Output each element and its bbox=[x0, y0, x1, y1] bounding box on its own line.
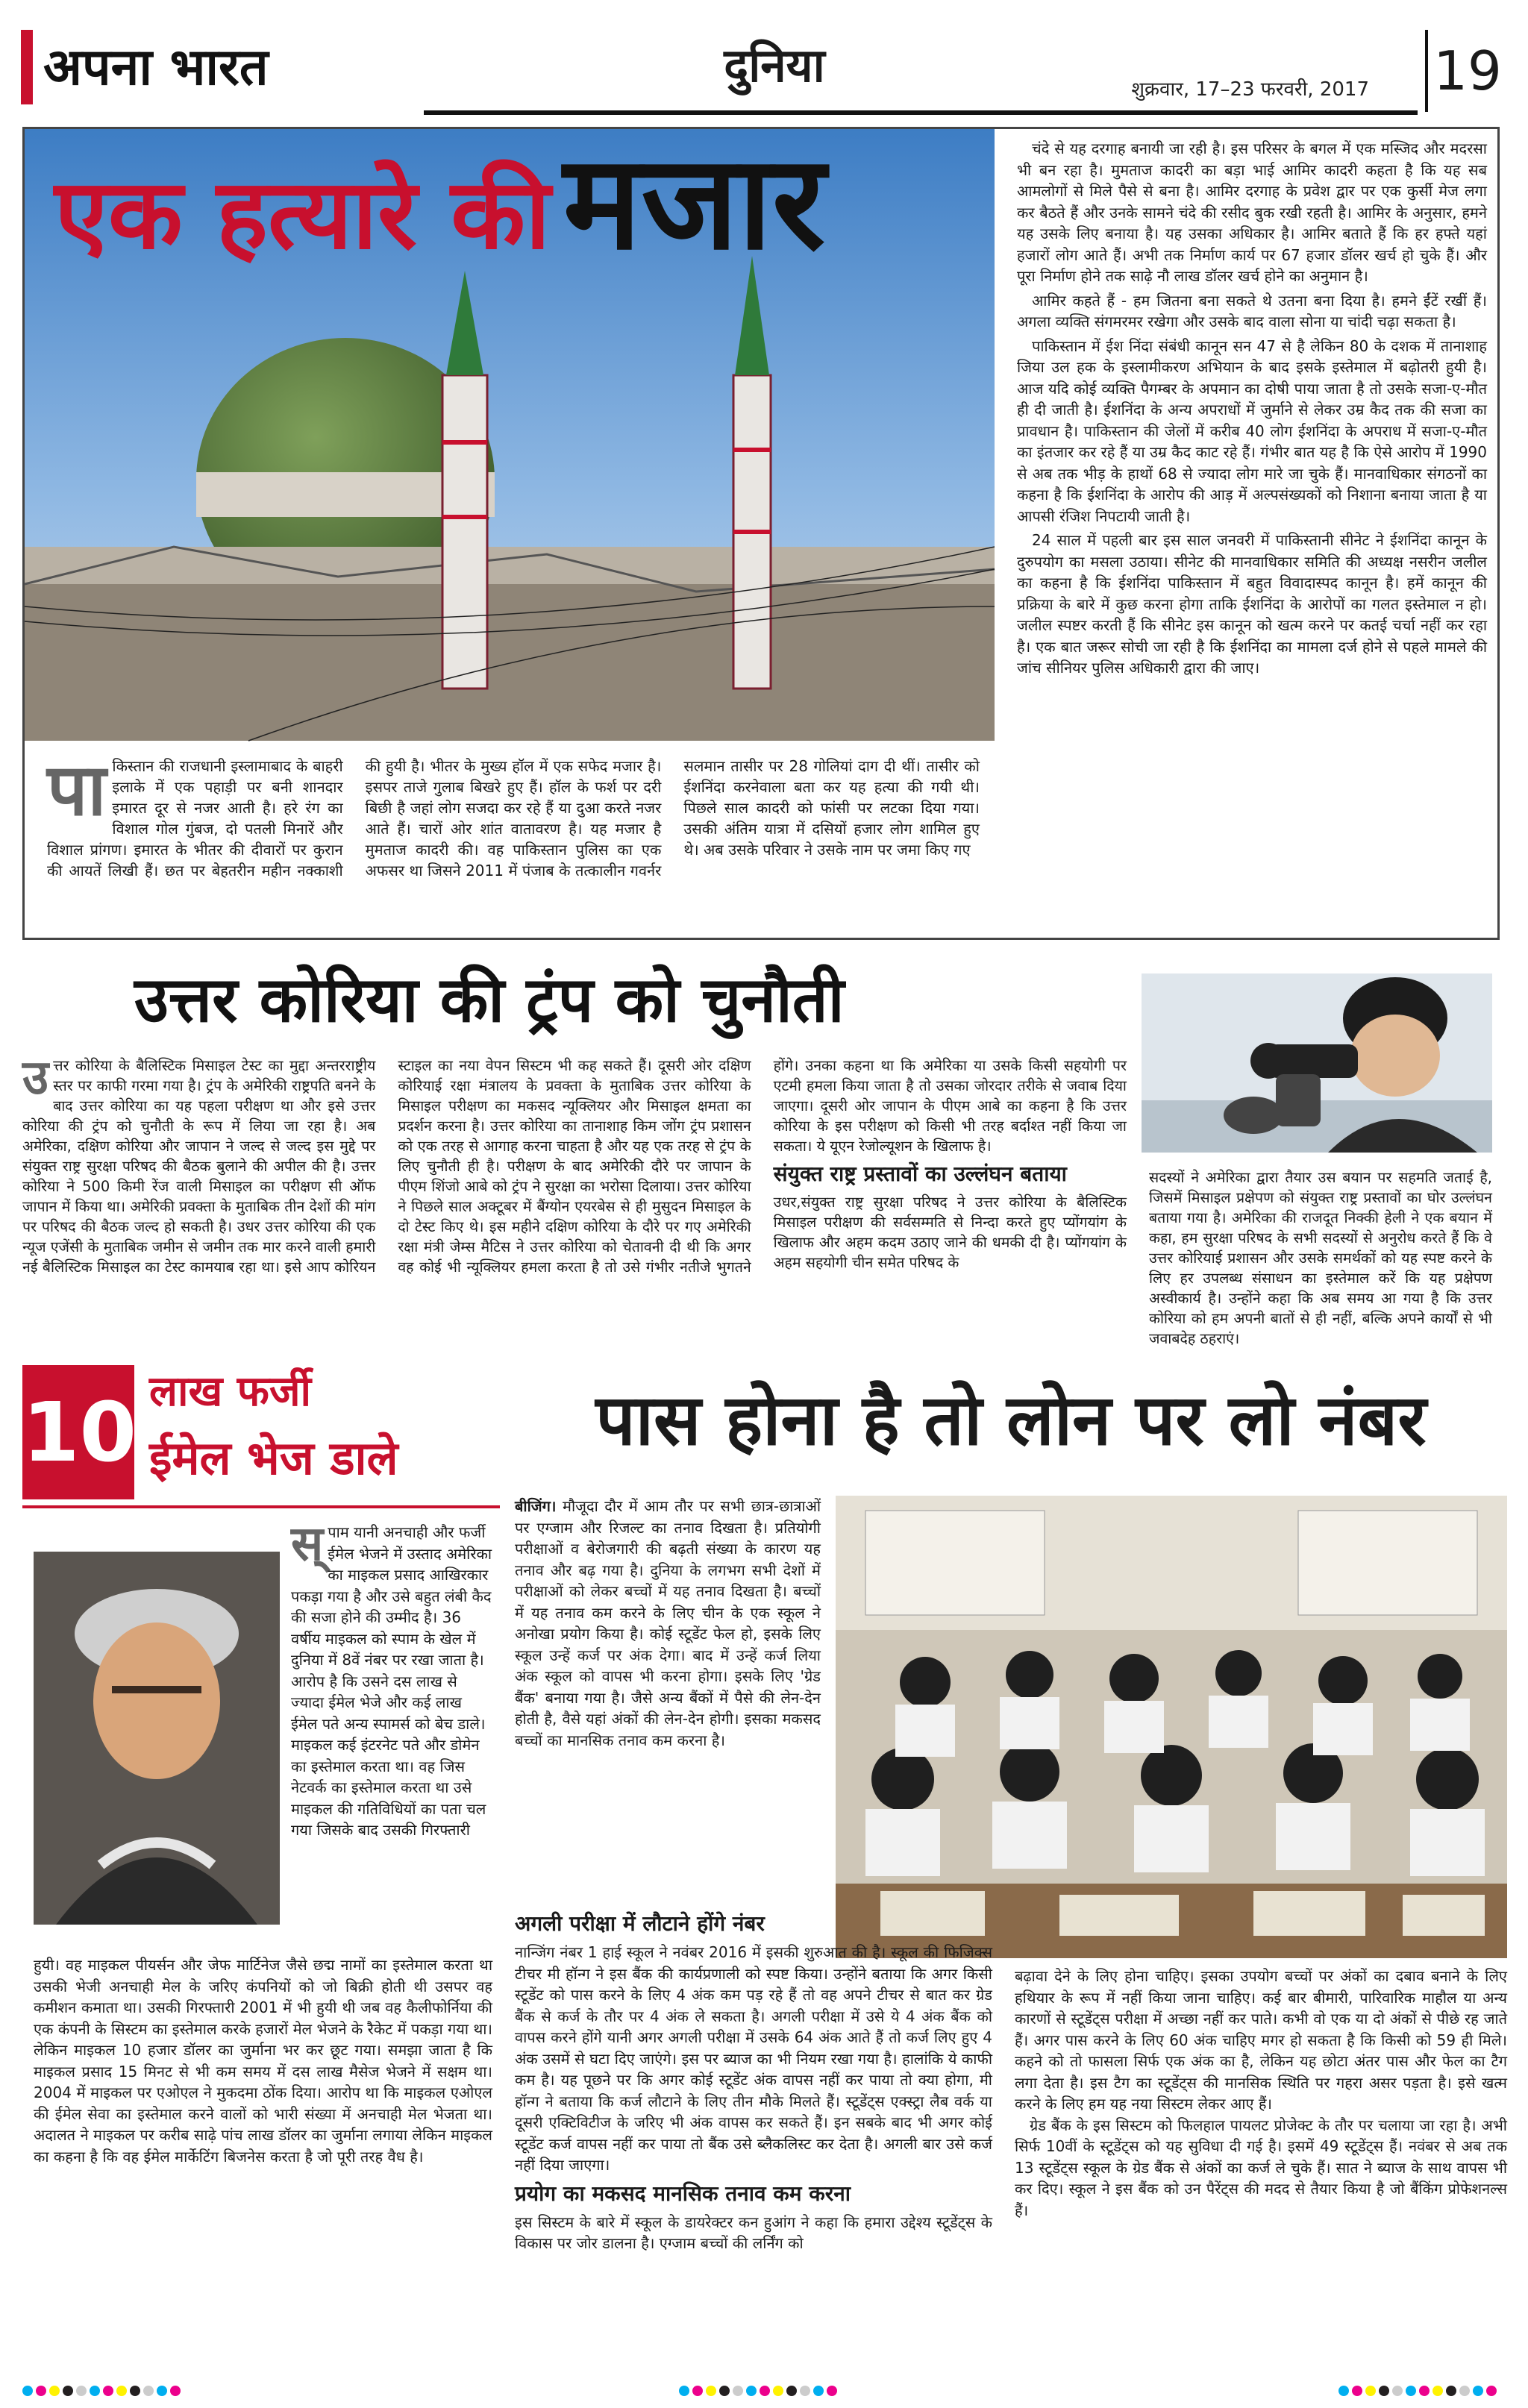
kim-binoculars-photo bbox=[1142, 973, 1492, 1153]
registration-dot bbox=[63, 2386, 73, 2396]
story-header bbox=[22, 1350, 500, 1507]
registration-dot bbox=[1446, 2386, 1456, 2396]
body-text: बढ़ावा देने के लिए होना चाहिए। इसका उपयोग बच्चों पर अंकों का दबाव बनाने के लिए हथियार के रूप में नहीं किया जाना चाहिए। कई बार बीमारी, पारिवारिक माहौल या अन्य कारणों से स्टूडेंट्स परीक्षा में अच्छा नहीं कर पाते। कभी वो एक या दो अंकों से पीछे रह जाते हैं। अगर पास करने के लिए 60 अंक चाहिए मगर हो सकता है कि किसी को 59 ही मिले। कहने को तो फासला सिर्फ एक अंक का है, लेकिन यह छोटा अंतर पास और फेल का टैग लगा देता है। इस टैग का स्टूडेंट्स की मानसिक स्थिति पर गहरा असर पड़ता है। इसे खत्म करने के लिए हम यह नया सिस्टम लेकर आए हैं। bbox=[1015, 1967, 1507, 2113]
registration-dot bbox=[143, 2386, 154, 2396]
story-side-column bbox=[1017, 138, 1487, 936]
paragraph: 24 साल में पहली बार इस साल जनवरी में पाकिस्तानी सीनेट ने ईशनिंदा कानून के दुरुपयोग का मसला उठाया। सीनेट की मानवाधिकार समिति की अध्यक्ष नसरीन जलील का कहना है कि ईशनिंदा पाकिस्तान में बहुत विवादास्पद कानून है। हमें कानून की प्रक्रिया के बारे में कुछ करना होगा ताकि ईशनिंदा के आरोपों का गलत इस्तेमाल न हो। जलील स्पष्टर करती हैं कि सीनेट इस कानून को खत्म करने पर कतई चर्चा नहीं कर रहा है। एक बात जरूर सोची जा रही है कि ईशनिंदा का मामला दर्ज होने से पहले मामले की जांच सीनियर पुलिस अधिकारी द्वारा की जाए। bbox=[1017, 531, 1487, 677]
registration-dot bbox=[1473, 2386, 1483, 2396]
registration-dot bbox=[786, 2386, 797, 2396]
body-text: मौजूदा दौर में आम तौर पर सभी छात्र-छात्राओं पर एग्जाम और रिजल्ट का तनाव दिखता है। प्रतियोगी परीक्षाओं व बेरोजगारी की बढ़ती संख्या के कारण यह तनाव और बढ़ गया है। दुनिया के लगभग सभी देशों में परीक्षाओं को लेकर बच्चों में यह तनाव दिखता है। बच्चों में यह तनाव कम करने के लिए चीन के एक स्कूल ने अनोखा प्रयोग किया है। कोई स्टूडेंट फेल हो, इसके लिए स्कूल उन्हें कर्ज पर अंक देगा। बाद में उन्हें कर्ज लिया अंक स्कूल को वापस भी करना होगा। इसके लिए 'ग्रेड बैंक' बनाया गया है। जैसे अन्य बैंकों में पैसे की लेन-देन होती है, वैसे यहां अंकों की लेन-देन होगी। इसका मकसद बच्चों का मानसिक तनाव कम करना है। bbox=[515, 1497, 821, 1749]
registration-dot bbox=[1392, 2386, 1403, 2396]
classroom-illustration bbox=[836, 1496, 1507, 1958]
registration-dot bbox=[1406, 2386, 1416, 2396]
registration-dot bbox=[800, 2386, 810, 2396]
story-mazar bbox=[22, 127, 1500, 940]
portrait-illustration bbox=[1142, 973, 1492, 1153]
registration-dot bbox=[1486, 2386, 1497, 2396]
story-column-1 bbox=[515, 1496, 821, 1899]
story-side-column bbox=[1149, 1167, 1492, 1347]
paragraph: पाकिस्तान में ईश निंदा संबंधी कानून सन 47 से है लेकिन 80 के दशक में तानाशाह जिया उल हक के इस्लामीकरण अभियान के बाद इसके इस्तेमाल में बढ़ोतरी हुयी है। आज यदि कोई व्यक्ति पैगम्बर के अपमान का दोषी पाया जाता है तो उसके सजा-ए-मौत ही दी जाती है। ईशनिंदा के अन्य अपराधों में जुर्माने से लेकर उम्र कैद तक की सजा का प्रावधान है। पाकिस्तान की जेलों में करीब 40 लोग ईशनिंदा के अपराध में सजा-ए-मौत का इंतजार कर रहे हैं या उम्र कैद काट रहे हैं। गंभीर बात यह है कि ऐसे आरोप में 1990 से अब तक भीड़ के हाथों 68 से ज्यादा लोग मारे जा चुके हैं। मानवाधिकार संगठनों का कहना है कि ईशनिंदा के आरोप की आड़ में अल्पसंख्यकों को निशाना बनाया जाता है या आपसी रंजिश निपटायी जाती है। bbox=[1017, 336, 1487, 525]
dropcap: उ bbox=[22, 1050, 49, 1106]
registration-dot bbox=[76, 2386, 87, 2396]
body-text: पाम यानी अनचाही और फर्जी ईमेल भेजने में उस्ताद अमेरिका का माइकल प्रसाद आखिरकार पकड़ा गया है और उसे बहुत लंबी कैद की सजा होने की उम्मीद है। 36 वर्षीय माइकल को स्पाम के खेल में दुनिया में 8वें नंबर पर रखा जाता है। आरोप है कि उसने दस लाख से ज्यादा ईमेल भेजे और कई लाख ईमेल पते अन्य स्पामर्स को बेच डाले। माइकल कई इंटरनेट पते और डोमेन का इस्तेमाल करता था। वह जिस नेटवर्क का इस्तेमाल करता था उसे माइकल की गतिविधियों का पता चल गया जिसके बाद उसकी गिरफ्तारी bbox=[291, 1523, 492, 1839]
registration-dot bbox=[157, 2386, 167, 2396]
page-number: 19 bbox=[1425, 30, 1507, 112]
registration-dot bbox=[1419, 2386, 1430, 2396]
story-headline bbox=[54, 128, 826, 304]
registration-dot bbox=[130, 2386, 140, 2396]
registration-dot bbox=[90, 2386, 100, 2396]
registration-dot bbox=[116, 2386, 127, 2396]
body-text: नान्जिंग नंबर 1 हाई स्कूल ने नवंबर 2016 में इसकी शुरुआत की है। स्कूल की फिजिक्स टीचर मी हॉन्ग ने इस बैंक की कार्यप्रणाली को स्पष्ट किया। उन्होंने बताया कि अगर किसी स्टूडेंट को पास करने के लिए 4 अंक कम पड़ रहे हैं तो वह अपने टीचर से बात कर ग्रेड बैंक से कर्ज के तौर पर 4 अंक ले सकता है। अगली परीक्षा में उसे ये 4 अंक बैंक को वापस करने होंगे यानी अगर अगली परीक्षा में उसके 64 अंक आते हैं तो कर्ज लिए हुए 4 अंक उसमें से घटा दिए जाएंगे। इस पर ब्याज का भी नियम रखा गया है। हालांकि ये काफी कम है। यह पूछने पर कि अगर कोई स्टूडेंट अंक वापस नहीं कर पाया तो क्या होगा, मी हॉन्ग ने बताया कि कर्ज लौटाने के लिए तीन मौके मिलते हैं। स्टूडेंट्स एक्स्ट्रा लैब वर्क या दूसरी एक्टिविटीज के जरिए भी अंक वापस कर सकते हैं। इन सबके बाद भी अगर कोई स्टूडेंट कर्ज वापस नहीं कर पाया तो बैंक उसे ब्लैकलिस्ट कर देता है। अगली बार उसे कर्ज नहीं दिया जाएगा। bbox=[515, 1943, 992, 2174]
registration-dot bbox=[733, 2386, 743, 2396]
masthead bbox=[21, 22, 1507, 112]
body-text: किस्तान की राजधानी इस्लामाबाद के बाहरी इलाके में एक पहाड़ी पर बनी शानदार इमारत दूर से नजर आती है। हरे रंग का विशाल गोल गुंबज, दो पतली मिनारें और विशाल प्रांगण। इमारत के भीतर की दीवारों पर कुरान की आयतें लिखी हैं। छत पर बेहतरीन महीन नक्काशी की हुयी है। भीतर के मुख्य हॉल में एक सफेद मजार है। इसपर ताजे गुलाब बिखरे हुए हैं। हॉल के फर्श पर दरी बिछी है जहां लोग सजदा कर रहे हैं या दुआ करते नजर आते हैं। चारों ओर शांत वातावरण है। यह मजार है मुमताज कादरी की। वह पाकिस्तान पुलिस का एक अफसर था जिसने 2011 में पंजाब के तत्कालीन गवर्नर सलमान तासीर पर 28 गोलियां दाग दी थीं। तासीर को ईशनिंदा करनेवाला बता कर यह हत्या की गयी थी। पिछले साल कादरी को फांसी पर लटका दिया गया। उसकी अंतिम यात्रा में दसियों हजार लोग शामिल हुए थे। अब उसके परिवार ने उसके नाम पर जमा किए गए bbox=[47, 757, 980, 880]
registration-dot bbox=[103, 2386, 113, 2396]
registration-dot bbox=[1338, 2386, 1349, 2396]
story-headline: उत्तर कोरिया की ट्रंप को चुनौती bbox=[134, 963, 845, 1036]
registration-dot bbox=[679, 2386, 689, 2396]
story-body-bottom bbox=[34, 1954, 492, 2372]
logo-text: अपना भारत bbox=[43, 37, 269, 97]
registration-dot bbox=[760, 2386, 770, 2396]
number-badge: 10 bbox=[22, 1365, 134, 1499]
classroom-photo bbox=[836, 1496, 1507, 1958]
registration-dot bbox=[1365, 2386, 1376, 2396]
headline-line-2: ईमेल भेज डाले bbox=[149, 1431, 398, 1485]
subheading: संयुक्त राष्ट्र प्रस्तावों का उल्लंघन बताया bbox=[773, 1161, 1067, 1186]
story-body bbox=[47, 748, 980, 931]
registration-dot bbox=[1432, 2386, 1443, 2396]
headline-part-b: मजार bbox=[563, 128, 826, 279]
registration-dot bbox=[170, 2386, 181, 2396]
masthead-rule bbox=[424, 110, 1418, 115]
registration-dots-left bbox=[22, 2385, 184, 2399]
headline-part-a: एक हत्यारे की bbox=[54, 157, 551, 271]
subheading: प्रयोग का मकसद मानसिक तनाव कम करना bbox=[515, 2180, 851, 2206]
paragraph: ग्रेड बैंक के इस सिस्टम को फिलहाल पायलट प्रोजेक्ट के तौर पर चलाया जा रहा है। अभी सिर्फ 10वीं के स्टूडेंट्स को यह सुविधा दी गई है। इसमें 49 स्टूडेंट्स हैं। नवंबर से अब तक 13 स्टूडेंट्स स्कूल के ग्रेड बैंक से अंकों का कर्ज ले चुके हैं। सात ने ब्याज के साथ वापस भी कर दिए। स्कूल ने इस बैंक को उन पैरेंट्स की मदद से तैयार किया है जो बैंकिंग प्रोफेशनल्स हैं। bbox=[1015, 2116, 1507, 2219]
registration-dot bbox=[36, 2386, 46, 2396]
body-text: हुयी। वह माइकल पीयर्सन और जेफ मार्टिनेज जैसे छद्म नामों का इस्तेमाल करता था उसकी भेजी अनचाही मेल के जरिए कंपनियों को जो बिक्री होती थी उसपर वह कमीशन कमाता था। उसकी गिरफ्तारी 2001 में भी हुयी थी जब वह कैलीफोर्निया की एक कंपनी के सिस्टम का इस्तेमाल करके हजारों मेल भेजने के रैकेट में पकड़ा गया था। लेकिन माइकल 10 हजार डॉलर का जुर्माना भर कर छूट गया। समझा जाता है कि माइकल प्रसाद 15 मिनट से भी कम समय में दस लाख मैसेज भेजने में सक्षम था। 2004 में माइकल पर एओएल ने मुकदमा ठोंक दिया। आरोप था कि माइकल एओएल की ईमेल सेवा का इस्तेमाल करने वालों को भारी संख्या में अनचाही मेल भेजता था। अदालत ने माइकल पर करीब साढ़े पांच लाख डॉलर का जुर्माना लगाया लेकिन माइकल का कहना है कि वह ईमेल मार्केटिंग बिजनेस करता है जो पूरी तरह वैध है। bbox=[34, 1956, 492, 2166]
registration-dot bbox=[1379, 2386, 1389, 2396]
story-exam-loans bbox=[515, 1350, 1507, 2372]
subheading: अगली परीक्षा में लौटाने होंगे नंबर bbox=[515, 1911, 765, 1936]
newspaper-logo bbox=[21, 30, 372, 104]
registration-dot bbox=[692, 2386, 703, 2396]
print-registration-bar bbox=[22, 2383, 1500, 2398]
paragraph: आमिर कहते हैं - हम जितना बना सकते थे उतना बना दिया है। हमने ईंटें रखीं हैं। अगला व्यक्ति संगमरमर रखेगा और उसके बाद वाला सोना या चांदी चढ़ा सकता है। bbox=[1017, 291, 1487, 330]
story-north-korea bbox=[22, 959, 1500, 1347]
dateline: बीजिंग। bbox=[515, 1497, 557, 1515]
registration-dots-right bbox=[1338, 2385, 1500, 2399]
registration-dot bbox=[706, 2386, 716, 2396]
body-text: उधर,संयुक्त राष्ट्र सुरक्षा परिषद ने उत्तर कोरिया के बैलिस्टिक मिसाइल परीक्षण की सर्वसम्मति से निन्दा करते हुए प्योंगयांग के खिलाफ और अहम कदम उठाए जाने की धमकी दी है। प्योंगयांग के अहम सहयोगी चीन समेत परिषद के bbox=[773, 1194, 1127, 1271]
mosque-photo bbox=[25, 129, 995, 741]
body-text: त्तर कोरिया के बैलिस्टिक मिसाइल टेस्ट का मुद्दा अन्तरराष्ट्रीय स्तर पर काफी गरमा गया है। ट्रंप के अमेरिकी राष्ट्रपति बनने के बाद उत्तर कोरिया का यह पहला परीक्षण था और इसे उत्तर कोरिया की ट्रंप को चुनौती के रूप में लिया जा रहा है। अब अमेरिका, दक्षिण कोरिया और जापान ने जल्द से जल्द इस मुद्दे पर संयुक्त राष्ट्र सुरक्षा परिषद की बैठक बुलाने की अपील की है। उत्तर कोरिया ने 500 किमी रेंज वाली मिसाइल का परीक्षण सी ऑफ जापान में किया था। अमेरिकी प्रवक्ता के मुताबिक तीन देशों की मांग पर परिषद की बैठक जल्द हो सकती है। उधर उत्तर कोरिया की एक न्यूज एजेंसी के मुताबिक जमीन से जमीन तक मार करने वाली हमारी नई बैलिस्टिक मिसाइल का टेस्ट कामयाब रहा था। इसे आप कोरियन स्टाइल का नया वेपन सिस्टम भी कह सकते हैं। दूसरी ओर दक्षिण कोरियाई रक्षा मंत्रालय के प्रवक्ता के मुताबिक उत्तर कोरिया के मिसाइल परीक्षण का मकसद न्यूक्लियर और मिसाइल क्षमता का प्रदर्शन करना है। उत्तर कोरिया का तानाशाह किम जोंग ट्रंप प्रशासन को एक तरह से आगाह करना चाहता है और यह एक तरह से ट्रंप के लिए चुनौती ही है। परीक्षण के बाद अमेरिकी दौरे पर जापान के पीएम शिंजो आबे को ट्रंप ने सुरक्षा का भरोसा दिलाया। उत्तर कोरिया ने पिछले साल अक्टूबर में बैंग्योन एयरबेस से ही मुसुदन मिसाइल के दो टेस्ट किए थे। इस महीने दक्षिण कोरिया के दौरे पर गए अमेरिकी रक्षा मंत्री जेम्स मैटिस ने उत्तर कोरिया को चेतावनी दी थी कि अगर वह कोई भी न्यूक्लियर हमला करता है तो उसे गंभीर नतीजे भुगतने होंगे। उनका कहना था कि अमेरिका या उसके किसी सहयोगी पर एटमी हमला किया जाता है तो उसका जोरदार तरीके से जवाब दिया जाएगा। दूसरी ओर जापान के पीएम आबे का कहना है कि उत्तर कोरिया के इस परीक्षण को किसी भी तरह बर्दाश्त नहीं किया जा सकता। ये यूएन रेजोल्यूशन के खिलाफ है। bbox=[22, 1057, 1127, 1276]
dropcap: पा bbox=[47, 748, 107, 832]
issue-date: शुक्रवार, 17–23 फरवरी, 2017 bbox=[1131, 78, 1369, 101]
dropcap: स् bbox=[291, 1517, 324, 1572]
story-spam bbox=[22, 1350, 500, 2372]
story-body-top bbox=[291, 1517, 492, 1969]
registration-dot bbox=[719, 2386, 730, 2396]
body-text: इस सिस्टम के बारे में स्कूल के डायरेक्टर कन हुआंग ने कहा कि हमारा उद्देश्य स्टूडेंट्स के विकास पर जोर डालना है। एग्जाम बच्चों की लर्निंग को bbox=[515, 2213, 992, 2252]
registration-dot bbox=[1352, 2386, 1362, 2396]
headline-line-1: लाख फर्जी bbox=[149, 1367, 312, 1416]
registration-dot bbox=[773, 2386, 783, 2396]
registration-dot bbox=[1459, 2386, 1470, 2396]
paragraph: चंदे से यह दरगाह बनायी जा रही है। इस परिसर के बगल में एक मस्जिद और मदरसा भी बन रहा है। मुमताज कादरी का बड़ा भाई आमिर कादरी कहता है कि यह सब आमलोगों से मिले पैसे से बना है। आमिर दरगाह के प्रवेश द्वार पर एक कुर्सी मेज लगा कर बैठते हैं और उनके सामने चंदे की रसीद बुक रखी रहती है। आमिर के अनुसार, हमने यह उसके लिए बनाया है। यह उसका अधिकार है। आमिर बताते हैं कि हर हफ्ते यहां हजारों लोग आते हैं। अभी तक निर्माण कार्य पर 67 हजार डॉलर खर्च हो चुके हैं। और पूरा निर्माण होने तक साढ़े नौ लाख डॉलर खर्च होने का अनुमान है। bbox=[1017, 139, 1487, 285]
section-title: दुनिया bbox=[724, 38, 825, 93]
portrait-illustration bbox=[34, 1552, 280, 1925]
spammer-portrait-photo bbox=[34, 1552, 280, 1925]
registration-dot bbox=[22, 2386, 33, 2396]
story-body bbox=[22, 1050, 1127, 1317]
registration-dot bbox=[813, 2386, 824, 2396]
story-headline: पास होना है तो लोन पर लो नंबर bbox=[595, 1380, 1427, 1461]
registration-dot bbox=[49, 2386, 60, 2396]
registration-dot bbox=[746, 2386, 757, 2396]
body-text: सदस्यों ने अमेरिका द्वारा तैयार उस बयान पर सहमति जताई है, जिसमें मिसाइल प्रक्षेपण को संयुक्त राष्ट्र प्रस्तावों का घोर उल्लंघन बताया गया है। अमेरिका की राजदूत निक्की हेली ने एक बयान में कहा, हम सुरक्षा परिषद के सभी सदस्यों से अनुरोध करते हैं कि वे उत्तर कोरियाई प्रशासन और उसके समर्थकों को यह स्पष्ट करने के लिए हर उपलब्ध संसाधन का इस्तेमाल करें कि यह प्रक्षेपण अस्वीकार्य है। उन्होंने कहा कि अब समय आ गया है कि उत्तर कोरिया को हम अपनी बातों से ही नहीं, बल्कि अपने कार्यों से भी जवाबदेह ठहराएं। bbox=[1149, 1169, 1492, 1347]
registration-dots-center bbox=[679, 2385, 840, 2399]
story-column-2 bbox=[515, 1906, 992, 2368]
story-column-3 bbox=[1015, 1966, 1507, 2368]
registration-dot bbox=[827, 2386, 837, 2396]
header-rule bbox=[22, 1505, 500, 1508]
